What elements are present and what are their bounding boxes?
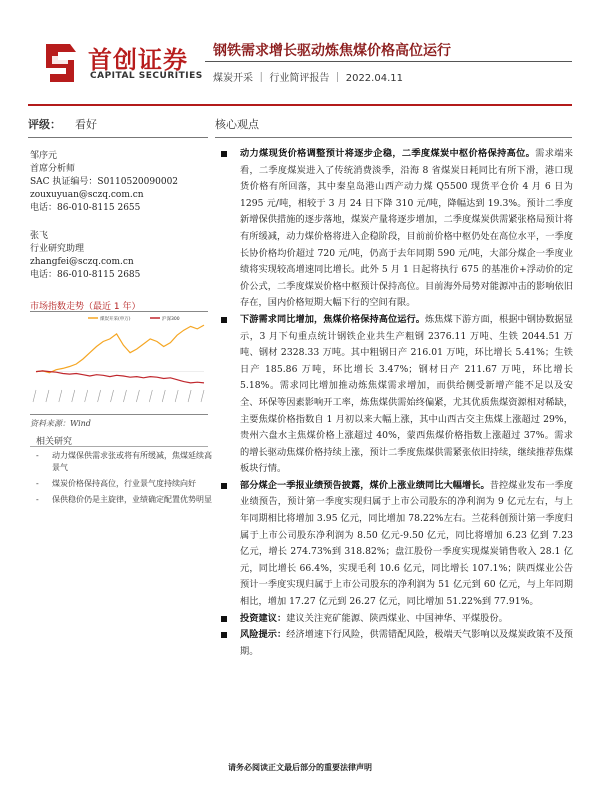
x-tick-mark bbox=[59, 390, 62, 402]
legal-footer: 请务必阅读正文最后部分的重要法律声明 bbox=[228, 762, 372, 772]
core-divider bbox=[215, 137, 572, 138]
analyst-name: 邹序元 bbox=[30, 151, 58, 161]
legend-label: 煤炭开采(申万) bbox=[100, 317, 131, 322]
market-index-chart bbox=[28, 312, 210, 410]
logo-chinese-name: 首创证券 bbox=[88, 46, 188, 74]
paragraph-lead: 风险提示： bbox=[240, 629, 287, 641]
x-tick-mark bbox=[72, 390, 75, 402]
core-paragraph bbox=[215, 611, 573, 628]
paragraph-text: 经济增速下行风险，供需错配风险，极端天气影响以及煤炭政策不及预期。 bbox=[240, 629, 573, 657]
paragraph-text: 建议关注兖矿能源、陕西煤业、中国神华、平煤股份。 bbox=[286, 612, 508, 624]
paragraph-lead: 下游需求同比增加，焦煤价格保持高位运行。 bbox=[240, 313, 425, 325]
rating bbox=[28, 116, 97, 132]
series-line bbox=[36, 325, 204, 373]
analyst-license: SAC 执证编号：S0110520090002 bbox=[30, 177, 179, 187]
paragraph-text: 需求端来看，二季度煤炭进入了传统消费淡季，沿海 8 省煤炭日耗同比有所下滑，港口现货价格有所回落，其中秦皇岛港山西产动力煤 Q5500 现货平仓价 4 月 6 日为 1295 元/吨，相较于 3 月 24 日下降 310 元/吨，降幅达到 19.3%。预计二季度新增保供措施的逐步落地，煤炭产量将逐步增加，二季度煤炭供需紧张格局预计将有所缓减，动力煤价格将进入企稳阶段，目前前价格中枢仍处在高位水平，一季度长协价格均价超过 720 元/吨，仍高于去年同期 590 元/吨，大部分煤企一季度业绩将实现较高增速同比增长。此外 5 月 1 日起将执行 675 的基准价+浮动价的定价公式，二季度煤炭价格中枢预计保持高位。目前海外局势对能源冲击的影响依旧存在，国内价格短期大幅下行的空间有限。 bbox=[240, 148, 573, 309]
rating-value: 看好 bbox=[75, 118, 97, 131]
bullet-square-icon bbox=[221, 317, 227, 323]
related-item-text: 保供稳价仍是主旋律，业绩确定配置优势明显 bbox=[52, 495, 212, 504]
x-tick-mark bbox=[149, 390, 152, 402]
core-paragraph bbox=[215, 312, 573, 478]
logo-mark-icon bbox=[40, 40, 80, 84]
bullet-square-icon bbox=[221, 483, 227, 489]
related-research-list bbox=[30, 450, 212, 510]
x-tick-mark bbox=[188, 390, 191, 402]
related-item[interactable]: - 保供稳价仍是主旋律，业绩确定配置优势明显 bbox=[36, 495, 212, 504]
core-paragraph bbox=[215, 478, 573, 611]
x-tick-mark bbox=[46, 390, 49, 402]
index-chart-title: 市场指数走势（最近 1 年） bbox=[30, 302, 141, 312]
x-tick-mark bbox=[98, 390, 101, 402]
analyst-2 bbox=[30, 230, 140, 282]
x-tick-mark bbox=[201, 390, 204, 402]
left-divider bbox=[28, 137, 208, 138]
chart-source-divider bbox=[30, 414, 208, 415]
bullet-square-icon bbox=[221, 632, 227, 638]
analyst-phone: 电话：86-010-8115 2685 bbox=[30, 270, 141, 280]
paragraph-lead: 动力煤现货价格调整预计将逐步企稳，二季度煤炭中枢价格保持高位。 bbox=[240, 148, 536, 159]
x-tick-mark bbox=[111, 390, 114, 402]
series-line bbox=[36, 371, 204, 383]
related-item-text: 煤炭价格保持高位，行业景气度持续向好 bbox=[52, 479, 196, 488]
x-tick-mark bbox=[136, 390, 139, 402]
company-logo bbox=[40, 40, 203, 90]
related-research-title: 相关研究 bbox=[36, 437, 73, 447]
analyst-role: 行业研究助理 bbox=[30, 244, 85, 254]
legend-label: 沪深300 bbox=[162, 317, 180, 322]
x-tick-mark bbox=[162, 390, 165, 402]
bullet-square-icon bbox=[221, 151, 227, 157]
analyst-role: 首席分析师 bbox=[30, 164, 76, 174]
related-item[interactable]: - 动力煤保供需求张或将有所缓减，焦煤延续高景气 bbox=[36, 451, 212, 472]
x-tick-mark bbox=[85, 390, 88, 402]
paragraph-lead: 部分煤企一季报业绩预告披露，煤价上涨业绩同比大幅增长。 bbox=[240, 479, 490, 491]
header-divider bbox=[205, 61, 572, 62]
analyst-name: 张飞 bbox=[30, 231, 49, 241]
x-tick-mark bbox=[123, 390, 126, 402]
bullet-square-icon bbox=[221, 616, 227, 622]
paragraph-lead: 投资建议： bbox=[240, 612, 287, 624]
report-title: 钢铁需求增长驱动炼焦煤价格高位运行 bbox=[213, 43, 451, 59]
related-item[interactable]: - 煤炭价格保持高位，行业景气度持续向好 bbox=[36, 479, 196, 488]
x-tick-mark bbox=[33, 390, 36, 402]
related-divider bbox=[30, 446, 208, 447]
paragraph-text: 昔控煤业发布一季度业绩预告，预计第一季度实现归属于上市公司股东的净利润为 9 亿元左右，与上年同期相比将增加 3.95 亿元，同比增加 78.22%左右。兰花科创预计第一季度归属于上市公司股东净利润为 8.50 亿元-9.50 亿元，同比将增加 6.23 亿到 7.23 亿元，增长 274.73%到 318.82%；盘江股份一季度实现煤炭销售收入 28.1 亿元，同比增长 66.4%，实现毛利 10.6 亿元，同比增长 107.1%；陕西煤业公告预计一季度实现归属于上市公司股东的净利润为 51 亿元到 60 亿元，与上年同期相比，增加 17.27 亿元到 26.27 亿元，同比增加 51.22%到 77.91%。 bbox=[240, 479, 573, 608]
chart-source: 资料来源：Wind bbox=[30, 419, 91, 428]
analyst-phone: 电话：86-010-8115 2655 bbox=[30, 203, 141, 213]
core-paragraph bbox=[215, 627, 573, 660]
rating-label: 评级： bbox=[28, 118, 61, 131]
core-views-body bbox=[215, 146, 573, 660]
x-tick-mark bbox=[175, 390, 178, 402]
paragraph-text: 炼焦煤下游方面，根据中钢协数据显示，3 月下旬重点统计钢铁企业共生产粗钢 2376.11 万吨、生铁 2044.51 万吨、钢材 2328.33 万吨。其中粗钢日产 216.01 万吨，环比增长 5.41%；生铁日产 185.86 万吨，环比增长 3.47%；钢材日产 211.67 万吨，环比增长 5.18%。需求同比增加推动炼焦煤需求增加，而供给侧受新增产能不足以及安全、环保等因素影响开工率，炼焦煤供需始终偏紧，尤其优质焦煤资源相对稀缺，主要焦煤价格指数自 1 月初以来大幅上涨，其中山西古交主焦煤上涨超过 29%，贵州六盘水主焦煤价格上涨超过 40%，蒙西焦煤价格指数上涨超过 37%。需求的增长驱动焦煤价格持续上涨，预计二季度焦煤供需紧张依旧持续，继续推荐焦煤板块行情。 bbox=[240, 313, 573, 475]
report-meta: 煤炭开采 ｜ 行业简评报告 ｜ 2022.04.11 bbox=[213, 73, 403, 84]
related-item-text: 动力煤保供需求张或将有所缓减，焦煤延续高景气 bbox=[52, 451, 212, 472]
analyst-email[interactable]: zouxuyuan@sczq.com.cn bbox=[30, 190, 144, 200]
top-rule bbox=[28, 104, 572, 106]
core-paragraph bbox=[215, 146, 573, 312]
analyst-1 bbox=[30, 150, 178, 215]
logo-english-name: CAPITAL SECURITIES bbox=[90, 71, 203, 81]
core-views-title: 核心观点 bbox=[215, 118, 259, 131]
analyst-email[interactable]: zhangfei@sczq.com.cn bbox=[30, 257, 134, 267]
